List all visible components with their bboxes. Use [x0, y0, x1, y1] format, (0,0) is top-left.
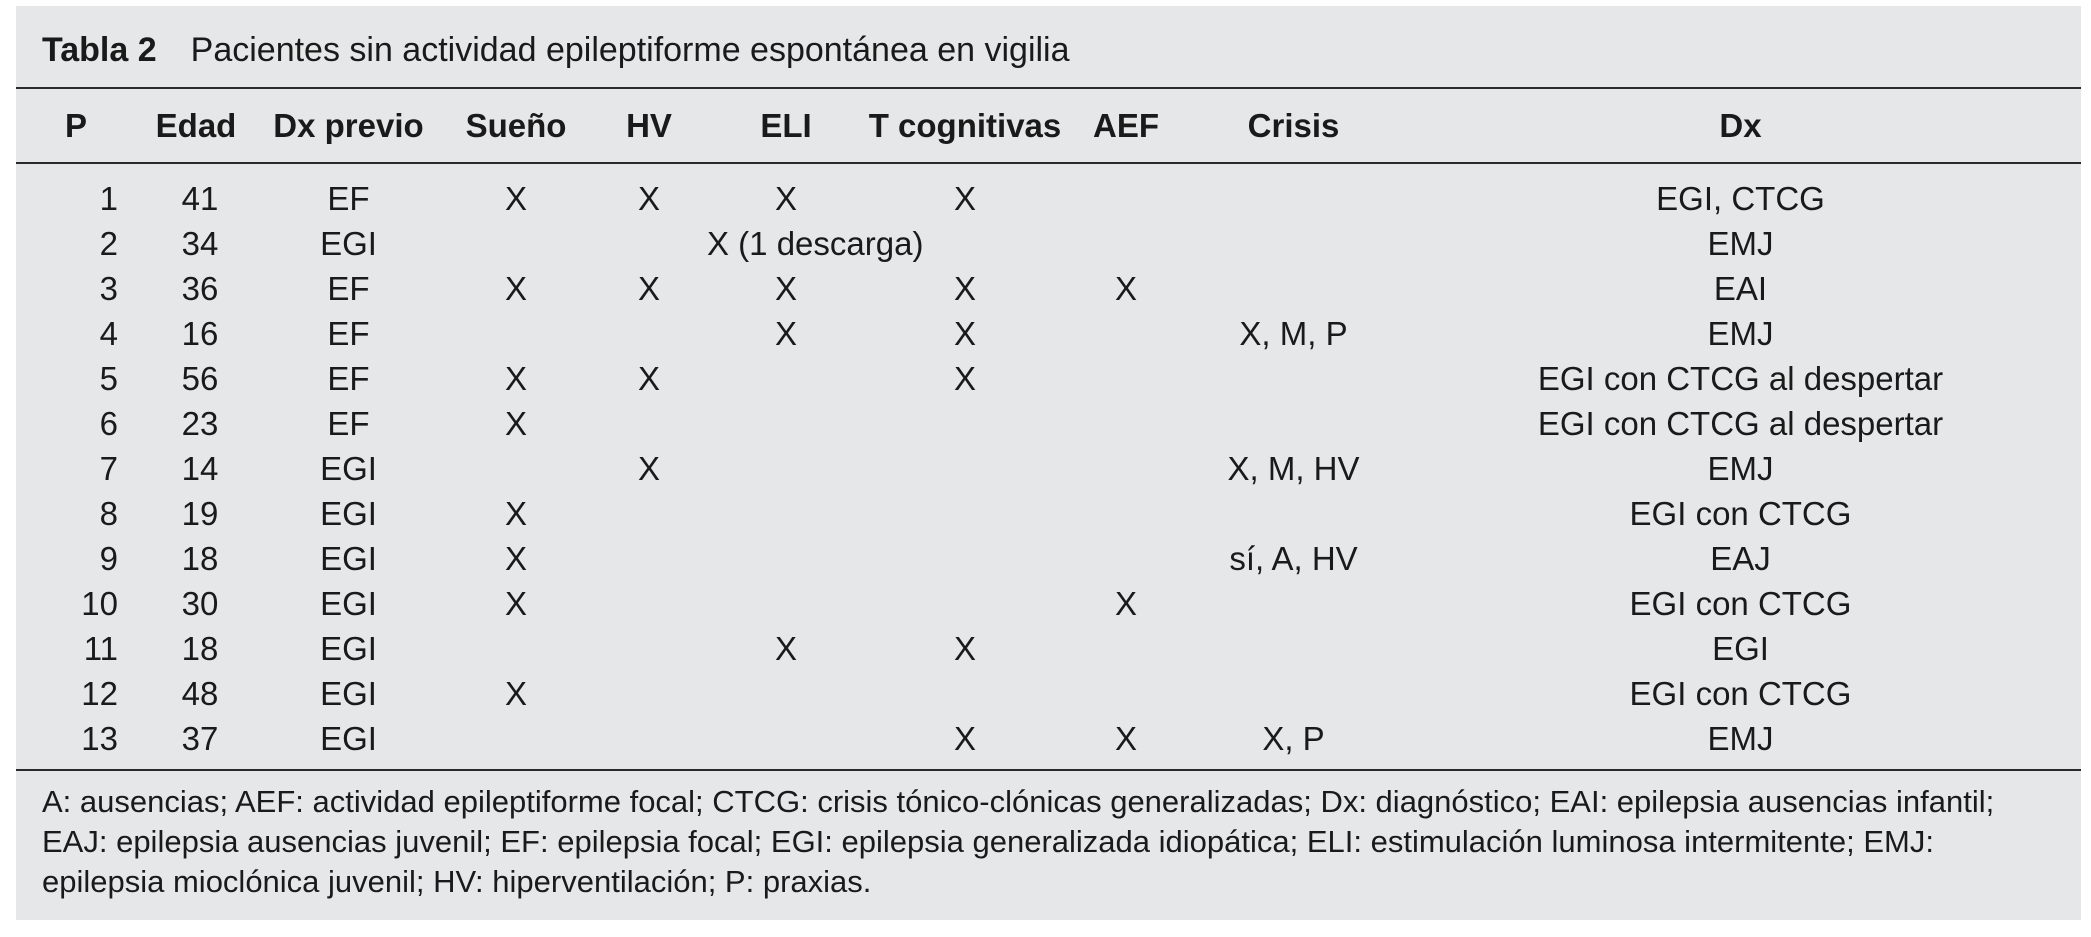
table-cell: X: [637, 179, 660, 217]
table-cell: [1187, 491, 1400, 536]
table-cell: 9: [99, 539, 118, 577]
table-cell: EGI: [320, 449, 377, 487]
table-cell: [441, 446, 591, 491]
table-row: [16, 266, 2081, 311]
table-cell: [1065, 626, 1187, 671]
table-cell: 7: [99, 449, 118, 487]
header-cell: Dx: [1719, 106, 1762, 144]
table-row: [16, 162, 2081, 221]
table-cell: X: [953, 269, 976, 307]
table-cell: 14: [181, 449, 219, 487]
table-row: [16, 401, 2081, 446]
table-cell: EGI: [320, 224, 377, 262]
table-cell: sí, A, HV: [1229, 539, 1358, 577]
table-row: [16, 626, 2081, 671]
table-cell: 16: [181, 314, 219, 352]
table-cell: [707, 491, 865, 536]
header-cell: Sueño: [465, 106, 567, 144]
table-cell: X: [504, 404, 527, 442]
table-cell: X: [504, 584, 527, 622]
table-cell: [865, 401, 1065, 446]
table-row: [16, 221, 2081, 266]
table-cell: 8: [99, 494, 118, 532]
table-label: Tabla 2: [42, 31, 157, 69]
table-cell: 6: [99, 404, 118, 442]
table-cell: EF: [327, 269, 370, 307]
table-cell: [1187, 626, 1400, 671]
table-cell: X: [637, 449, 660, 487]
table-cell: X: [504, 179, 527, 217]
table-cell: 10: [81, 584, 118, 622]
table-cell: EF: [327, 314, 370, 352]
table-cell: [1065, 221, 1187, 266]
table-cell: [707, 716, 865, 761]
table-cell: [1187, 162, 1400, 221]
table-cell: [865, 581, 1065, 626]
table-cell: EF: [327, 404, 370, 442]
table-cell: EGI: [1712, 629, 1769, 667]
table-cell: 41: [181, 179, 219, 217]
table-cell: EGI: [320, 539, 377, 577]
table-cell: [1065, 401, 1187, 446]
table-cell: 18: [181, 629, 219, 667]
table-cell: EMJ: [1707, 224, 1774, 262]
table-cell: X: [1114, 584, 1137, 622]
table-caption: [42, 26, 1070, 74]
table-cell: [591, 491, 707, 536]
table-cell: [1187, 356, 1400, 401]
table-cell: [1065, 671, 1187, 716]
table-cell: [441, 716, 591, 761]
table-cell: 23: [181, 404, 219, 442]
table-cell: [1187, 401, 1400, 446]
table-panel: [16, 6, 2081, 920]
table-cell: [1065, 311, 1187, 356]
table-cell: [1065, 162, 1187, 221]
table-cell: EGI: [320, 719, 377, 757]
table-cell: EF: [327, 359, 370, 397]
header-cell: Crisis: [1247, 106, 1340, 144]
table-cell: [441, 221, 591, 266]
table-cell: X: [637, 359, 660, 397]
table-cell: 48: [181, 674, 219, 712]
table-cell: X: [774, 179, 797, 217]
table-cell: 1: [99, 179, 118, 217]
table-row: [16, 311, 2081, 356]
table-cell: [707, 536, 865, 581]
table-row: [16, 446, 2081, 491]
table-cell: 37: [181, 719, 219, 757]
table-cell: X, P: [1262, 719, 1325, 757]
patients-table: [16, 89, 2081, 761]
table-cell: X, M, P: [1239, 314, 1348, 352]
header-cell: ELI: [760, 106, 812, 144]
table-cell: EAJ: [1710, 539, 1771, 577]
table-row: [16, 581, 2081, 626]
table-cell: X: [504, 674, 527, 712]
table-cell: [441, 311, 591, 356]
table-cell: X: [774, 269, 797, 307]
table-cell: 34: [181, 224, 219, 262]
table-cell: EGI con CTCG al despertar: [1537, 359, 1944, 397]
table-cell: [865, 491, 1065, 536]
table-cell: EGI: [320, 584, 377, 622]
table-cell: X: [953, 629, 976, 667]
table-cell: EGI: [320, 494, 377, 532]
table-cell: X, M, HV: [1227, 449, 1360, 487]
table-cell: EMJ: [1707, 314, 1774, 352]
table-cell: [441, 626, 591, 671]
table-cell: X: [953, 359, 976, 397]
table-cell: [591, 536, 707, 581]
table-cell: 18: [181, 539, 219, 577]
table-cell: [707, 446, 865, 491]
table-cell: [1187, 581, 1400, 626]
table-cell: EGI con CTCG: [1629, 584, 1852, 622]
table-cell: [1187, 221, 1400, 266]
header-cell: HV: [626, 106, 672, 144]
table-cell: X: [953, 179, 976, 217]
table-cell: X: [637, 269, 660, 307]
table-cell: [1065, 446, 1187, 491]
table-cell: [1065, 356, 1187, 401]
header-cell: P: [64, 106, 87, 144]
table-footnote: A: ausencias; AEF: actividad epileptiforme focal; CTCG: crisis tónico-clónicas generalizadas; Dx: diagnóstico; EAI: epilepsia ausencias infantil; EAJ: epilepsia ausencias juvenil; EF: epilepsia focal; EGI: epilepsia generalizada idiopática; ELI: estimulación luminosa intermitente; EMJ: epilepsia mioclónica juvenil; HV: hiperventilación; P: praxias.: [42, 784, 1995, 899]
table-cell: X: [1114, 269, 1137, 307]
table-cell: EMJ: [1707, 719, 1774, 757]
table-cell: X: [1114, 719, 1137, 757]
table-cell: X: [504, 539, 527, 577]
table-cell: 56: [181, 359, 219, 397]
table-cell: X: [953, 314, 976, 352]
table-cell: X: [504, 269, 527, 307]
table-cell: [1065, 491, 1187, 536]
header-cell: Edad: [155, 106, 237, 144]
table-row: [16, 491, 2081, 536]
table-cell: 12: [81, 674, 118, 712]
table-cell: 19: [181, 494, 219, 532]
bottom-rule: [16, 769, 2081, 771]
table-cell: 11: [83, 629, 118, 667]
table-cell: [707, 356, 865, 401]
table-title: Pacientes sin actividad epileptiforme espontánea en vigilia: [190, 31, 1070, 69]
table-cell: [707, 581, 865, 626]
table-row: [16, 536, 2081, 581]
table-cell: [865, 446, 1065, 491]
table-cell: [865, 671, 1065, 716]
table-cell: X: [504, 494, 527, 532]
table-cell: EAI: [1713, 269, 1768, 307]
table-cell: [591, 716, 707, 761]
table-cell: EMJ: [1707, 449, 1774, 487]
table-cell: [707, 671, 865, 716]
table-cell: [1187, 671, 1400, 716]
table-cell: 30: [181, 584, 219, 622]
table-row: [16, 356, 2081, 401]
table-row: [16, 716, 2081, 761]
header-cell: T cognitivas: [868, 106, 1062, 144]
table-cell: EGI con CTCG al despertar: [1537, 404, 1944, 442]
table-cell: EGI, CTCG: [1656, 179, 1825, 217]
table-cell: EF: [327, 179, 370, 217]
table-cell: [591, 581, 707, 626]
table-cell: [591, 311, 707, 356]
table-cell: X: [774, 629, 797, 667]
table-cell: 5: [99, 359, 118, 397]
table-cell: 4: [99, 314, 118, 352]
table-cell: [1065, 536, 1187, 581]
table-cell: [591, 671, 707, 716]
table-cell: EGI: [320, 629, 377, 667]
table-cell: [707, 401, 865, 446]
table-cell: X: [953, 719, 976, 757]
table-cell: EGI con CTCG: [1629, 674, 1852, 712]
table-cell: X (1 descarga): [707, 224, 924, 262]
table-cell: [591, 221, 707, 266]
table-cell: [1187, 266, 1400, 311]
header-cell: Dx previo: [273, 106, 424, 144]
table-body: [16, 162, 2081, 761]
header-row: [16, 89, 2081, 162]
table-cell: 13: [81, 719, 118, 757]
table-cell: 36: [181, 269, 219, 307]
table-cell: [591, 626, 707, 671]
table-cell: [591, 401, 707, 446]
table-cell: EGI con CTCG: [1629, 494, 1852, 532]
table-cell: X: [504, 359, 527, 397]
table-cell: [865, 536, 1065, 581]
header-cell: AEF: [1093, 106, 1159, 144]
table-cell: X: [774, 314, 797, 352]
table-cell: 3: [99, 269, 118, 307]
table-cell: 2: [99, 224, 118, 262]
table-row: [16, 671, 2081, 716]
table-cell: EGI: [320, 674, 377, 712]
